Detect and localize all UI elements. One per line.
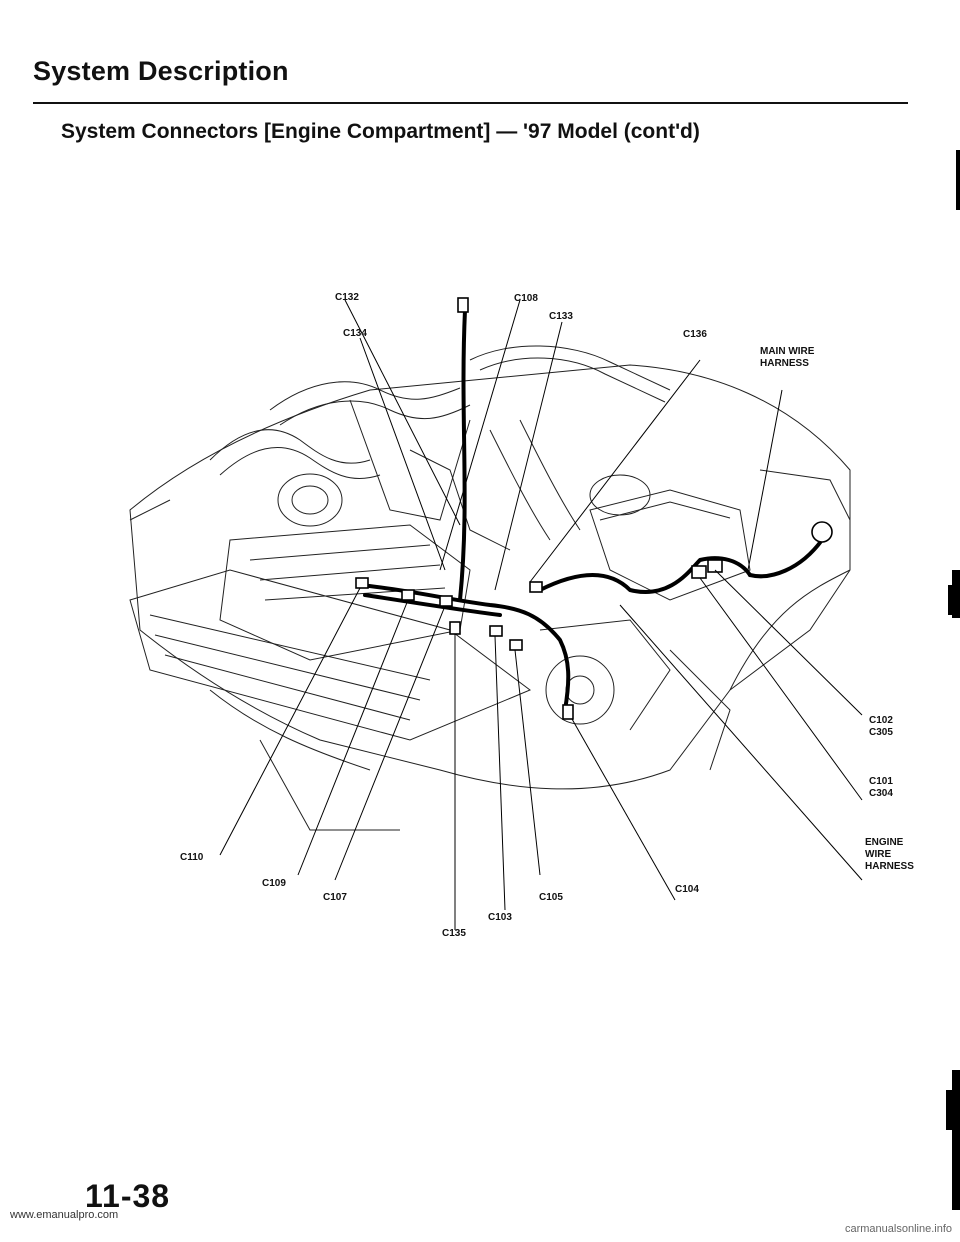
connector-c135 (450, 622, 460, 634)
label-c132: C132 (335, 292, 359, 303)
leader-c136 (530, 360, 700, 582)
leader-engine-harness (620, 605, 862, 880)
intake-runner (250, 545, 430, 560)
pulley (546, 656, 614, 724)
label-c305: C305 (869, 727, 893, 738)
engine-wire-harness (460, 310, 465, 600)
label-c104: C104 (675, 884, 699, 895)
hose (480, 358, 665, 402)
engine-bay-outline (130, 365, 850, 789)
engine-detail (260, 740, 400, 830)
label-c109: C109 (262, 878, 286, 889)
leader-c110 (220, 588, 360, 855)
leader-c104 (572, 719, 675, 900)
label-c108: C108 (514, 293, 538, 304)
leader-c108 (440, 300, 520, 570)
edge-mark (946, 1090, 960, 1130)
label-c105: C105 (539, 892, 563, 903)
engine-detail (350, 400, 470, 520)
leader-c134 (360, 338, 445, 570)
intake-runner (260, 565, 440, 580)
label-c110: C110 (180, 852, 204, 863)
connector-c103 (490, 626, 502, 636)
air-box (590, 490, 750, 600)
main-wire-harness (750, 540, 822, 576)
label-c107: C107 (323, 892, 347, 903)
leader-c105 (515, 650, 540, 875)
connector-c132 (458, 298, 468, 312)
leader-c107 (335, 606, 445, 880)
engine-detail (130, 500, 170, 520)
engine-compartment-illustration (110, 270, 870, 950)
label-engine: ENGINE (865, 837, 904, 848)
label-c134: C134 (343, 328, 367, 339)
leader-c101 (700, 578, 862, 800)
valve-cover-rib (150, 615, 430, 680)
hose (270, 382, 460, 410)
leader-main-harness (748, 390, 782, 570)
label-c102: C102 (869, 715, 893, 726)
edge-mark (948, 585, 960, 615)
label-main-wire: MAIN WIRE (760, 346, 815, 357)
engine-detail (760, 470, 850, 520)
label-c103: C103 (488, 912, 512, 923)
section-title: System Connectors [Engine Compartment] — '97 Model (cont'd) (61, 120, 700, 143)
label-c304: C304 (869, 788, 893, 799)
connector-c136 (530, 582, 542, 592)
leader-c102 (715, 570, 862, 715)
connector-c105 (510, 640, 522, 650)
page-number: 11-38 (85, 1178, 171, 1214)
footer-watermark: carmanualsonline.info (844, 1223, 952, 1235)
connector-c109 (402, 590, 414, 600)
connector-c104 (563, 705, 573, 719)
label-main-harness: HARNESS (760, 358, 809, 369)
engine-detail (520, 420, 580, 530)
leader-c133 (495, 322, 562, 590)
connector-main (812, 522, 832, 542)
engine-detail (730, 570, 850, 690)
engine-detail (210, 690, 370, 770)
edge-mark (956, 150, 960, 210)
hose (280, 401, 470, 425)
connector-c107 (440, 596, 452, 606)
throttle-body-inner (292, 486, 328, 514)
connector-c101 (692, 566, 706, 578)
throttle-body (278, 474, 342, 526)
connector-c110 (356, 578, 368, 588)
watermark: www.emanualpro.com (10, 1209, 119, 1221)
page-title: System Description (33, 56, 289, 86)
engine-detail (410, 450, 510, 550)
air-box-lid (600, 502, 730, 520)
engine-detail (490, 430, 550, 540)
label-engine-wire: WIRE (865, 849, 892, 860)
valve-cover-rib (155, 635, 420, 700)
label-engine-harness: HARNESS (865, 861, 914, 872)
label-c101: C101 (869, 776, 893, 787)
engine-detail (670, 650, 730, 770)
label-c135: C135 (442, 928, 466, 939)
hose (210, 430, 370, 464)
label-c136: C136 (683, 329, 707, 340)
title-rule (33, 102, 908, 104)
label-c133: C133 (549, 311, 573, 322)
leader-c103 (495, 636, 505, 910)
